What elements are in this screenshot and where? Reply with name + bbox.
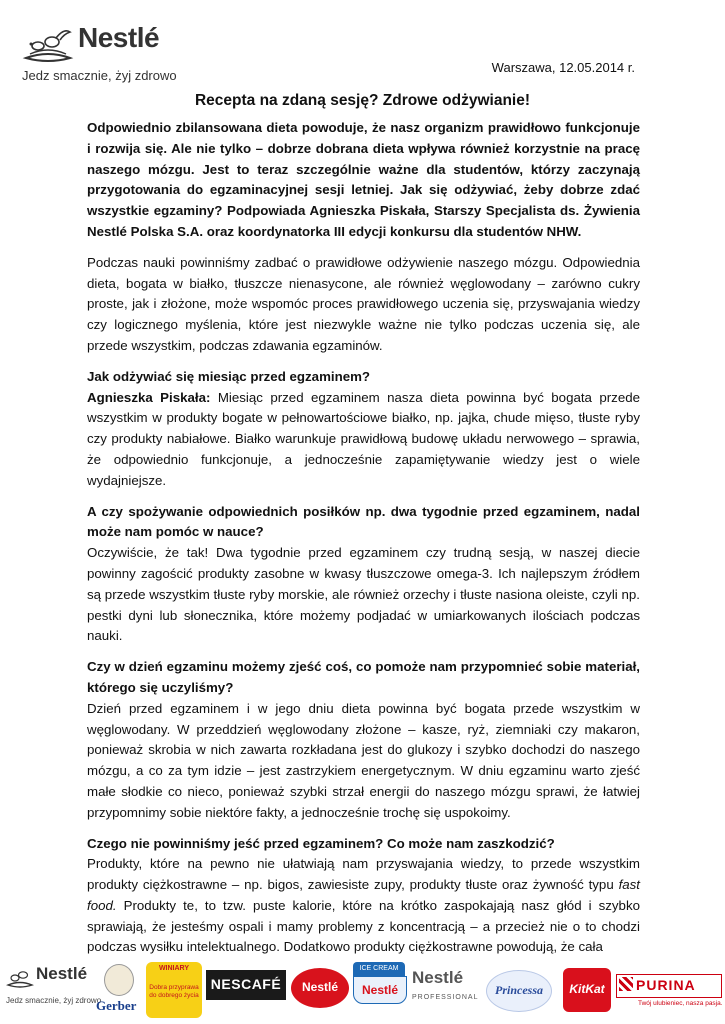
- answer-4-text-post: Produkty te, to tzw. puste kalorie, które na krótko zaspokajają nasz głód i szybko sprawiają, że jesteśmy ospali i mamy problemy z koncentracją – a przecież nie o to chodzi podczas wysiłku intelektualnego. Dodatkowo produkty ciężkostrawne powodują, że cała: [87, 897, 640, 955]
- brand-nestle-icecream: [353, 960, 405, 1018]
- question-2: A czy spożywanie odpowiednich posiłków np. dwa tygodnie przed egzaminem, nadal może nam pomóc w nauce?: [87, 503, 640, 540]
- answer-2: Oczywiście, że tak! Dwa tygodnie przed egzaminem czy trudną sesją, w naszej diecie powinny zagościć produkty zasobne w kwasy tłuszczowe omega-3. Ich najlepszym źródłem są przede wszystkim tłuste ryby morskie, ale również orzechy i tłuste nasiona oleiste, czyli np. pestki dyni lub słonecznika, które możemy podjadać w umiarkowanych ilościach podczas nauki.: [87, 545, 640, 644]
- nestle-logo: [20, 18, 180, 88]
- brand-purina-wordmark: PURINA: [636, 977, 696, 993]
- document-title: Recepta na zdaną sesję? Zdrowe odżywianie!: [194, 92, 531, 109]
- brand-gerber: [96, 960, 140, 1018]
- answer-1-text: Miesiąc przed egzaminem nasza dieta powinna być bogata przede wszystkim w produkty bogate w pełnowartościowe białko, np. jajka, chude mięso, tłuste ryby czy produkty nabiałowe. Białko warunkuje prawidłową budowę układu nerwowego – sprawia, że odpowiednio funkcjonuje, a jednocześnie zapamiętywanie wiedzy jest o wiele wydajniejsze.: [87, 389, 641, 488]
- brand-gerber-wordmark: Gerber: [96, 998, 137, 1013]
- brand-nestle-professional: [412, 960, 482, 1018]
- brand-icecream-wordmark: Nestlé: [353, 976, 407, 1004]
- brand-purina-tagline: Twój ulubieniec, nasza pasja.: [638, 1000, 723, 1007]
- brand-winiary-wordmark: WINIARY: [158, 965, 190, 972]
- brand-princessa: [486, 970, 552, 1012]
- intro-paragraph: Podczas nauki powinniśmy zadbać o prawidłowe odżywienie naszego mózgu. Odpowiednia dieta, bogata w białko, tłuszcze nienasycone, ale również węglowodany – zarówno cukry proste, jak i złożone, może wspomóc proces prawidłowego uczenia się, przyswajania wiedzy czy logicznego myślenia, które jest niezwykle ważne nie tylko podczas uczenia się, ale przede wszystkim, podczas zdawania egzaminów.: [87, 254, 640, 353]
- brand-professional-tagline: PROFESSIONAL: [412, 994, 479, 1001]
- brand-nescafe: [206, 970, 286, 1000]
- answer-3: Dzień przed egzaminem i w jego dniu dieta powinna być bogata przede wszystkim w węglowodany. W przeddzień węglowodany złożone – kasze, ryż, ziemniaki czy makaron, ponieważ skrobia w nich zawarta rozkładana jest do glukozy i szybko dochodzi do naszego mózgu, a co za tym idzie – jest zastrzykiem energetycznym. W dniu egzaminu warto zjeść małe słodkie co nieco, ponieważ szybki strzał energii do naszego mózgu sprawi, że łatwiej przypomnimy sobie niektóre fakty, a jednocześnie trochę się uspokoimy.: [87, 700, 640, 820]
- answer-1: [87, 388, 640, 492]
- answer-4-text-italic: fast food.: [87, 877, 640, 913]
- brand-professional-wordmark: Nestlé: [412, 968, 464, 987]
- brand-nestle-red-wordmark: Nestlé: [301, 980, 339, 994]
- speaker-label: Agnieszka Piskała:: [87, 389, 211, 405]
- brand-kitkat-wordmark: KitKat: [569, 982, 605, 996]
- brand-princessa-wordmark: Princessa: [495, 983, 543, 997]
- logo-tagline: Jedz smacznie, żyj zdrowo: [22, 68, 177, 83]
- lead-paragraph: Odpowiednio zbilansowana dieta powoduje, że nasz organizm prawidłowo funkcjonuje i rozwija się. Ale nie tylko – dobrze dobrana dieta wpływa również korzystnie na pracę naszego mózgu. Jest to teraz szczególnie ważne dla studentów, którzy zaczynają przygotowania do egzaminacyjnej sesji letniej. Jak się odżywiać, żeby dobrze zdać wszystkie egzaminy? Podpowiada Agnieszka Piskała, Starszy Specjalista ds. Żywienia Nestlé Polska S.A. oraz koordynatorka III edycji konkursu dla studentów NHW.: [87, 120, 640, 239]
- answer-4-text-pre: Produkty, które na pewno nie ułatwiają nam przyswajania wiedzy, to przede wszystkim produkty ciężkostrawne – np. bigos, zawiesiste zupy, produkty tłuste oraz żywność typu: [87, 856, 640, 893]
- brand-kitkat: [563, 968, 611, 1012]
- nest-birds-icon: [6, 966, 34, 990]
- document-date: Warszawa, 12.05.2014 r.: [491, 60, 635, 75]
- question-4: Czego nie powinniśmy jeść przed egzaminem? Co może nam zaszkodzić?: [87, 835, 555, 851]
- brand-nestle-chocolate: [291, 968, 349, 1008]
- brand-nestle-wordmark: Nestlé: [36, 964, 88, 983]
- brand-nestle: [6, 960, 102, 1018]
- nest-birds-icon: [22, 24, 74, 66]
- document-body: [87, 118, 640, 968]
- brand-winiary: [146, 962, 202, 1018]
- logo-wordmark: Nestlé: [78, 22, 160, 53]
- gerber-baby-icon: [104, 964, 134, 996]
- purina-checkerboard-icon: [619, 977, 633, 991]
- brand-nescafe-wordmark: NESCAFÉ: [210, 976, 282, 992]
- brand-nestle-tagline: Jedz smacznie, żyj zdrowo: [6, 996, 102, 1005]
- question-1: Jak odżywiać się miesiąc przed egzaminem?: [87, 368, 371, 384]
- question-3: Czy w dzień egzaminu możemy zjeść coś, co pomoże nam przypomnieć sobie materiał, którego się uczyliśmy?: [87, 659, 640, 695]
- brand-logos-footer: [0, 960, 725, 1024]
- brand-icecream-label: ICE CREAM: [353, 962, 405, 976]
- brand-winiary-tagline: Dobra przyprawa do dobrego życia: [149, 984, 199, 999]
- answer-4: [87, 854, 640, 958]
- brand-purina: [616, 960, 723, 1018]
